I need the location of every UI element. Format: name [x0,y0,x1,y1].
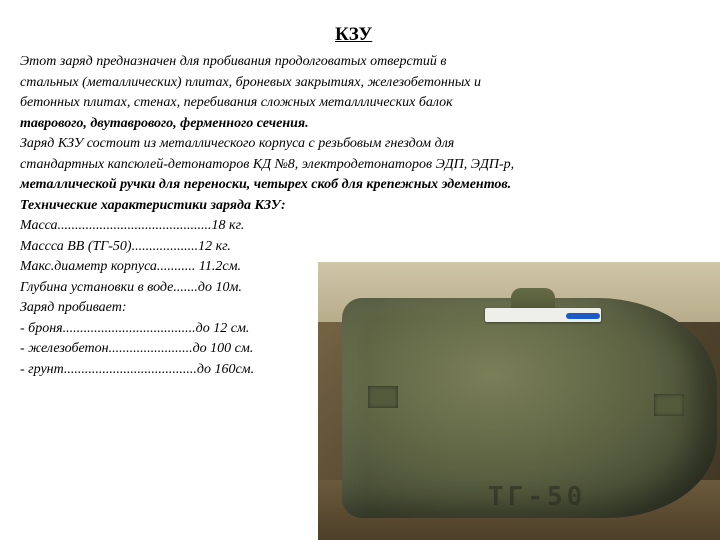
text-line: стальных (металлических) плитах, броневых закрытиях, железобетонных и [20,74,482,90]
pen-icon [566,313,600,319]
spec-item: Масса............................................18 кг. [20,218,245,233]
text-line: Этот заряд предназначен для пробивания продолговатых отверстий в [20,54,447,69]
spec-item: Макс.диаметр корпуса........... 11.2см. [20,259,242,274]
penetration-header: Заряд пробивает: [20,300,127,315]
text-line: стандартных капсюлей-детонаторов КД №8, электродетонаторов ЭДП, ЭДП-р, [20,156,515,172]
mounting-bracket-right [654,394,684,416]
text-line: металлической ручки для переноски, четырех скоб для крепежных эдементов. [20,177,512,192]
text-line: бетонных плитах, стенах, перебивания сложных металллических балок [20,95,453,110]
penetration-item: - железобетон........................до 100 см. [20,341,254,356]
text-line: Заряд КЗУ состоит из металлического корпуса с резьбовым гнездом для [20,136,455,151]
stencil-marking: ТГ-50 [488,482,587,512]
specs-header: Технические характеристики заряда КЗУ: [20,197,286,213]
charge-photo [318,262,720,540]
penetration-item: - грунт......................................до 160см. [20,361,255,377]
page-title: КЗУ [335,24,373,45]
penetration-item: - броня......................................до 12 см. [20,320,250,336]
spec-item: Массса ВВ (ТГ-50)...................12 кг. [20,238,231,254]
spec-item: Глубина установки в воде.......до 10м. [20,279,242,295]
mounting-bracket-left [368,386,398,408]
text-line: таврового, двутаврового, ферменного сечения. [20,115,309,131]
